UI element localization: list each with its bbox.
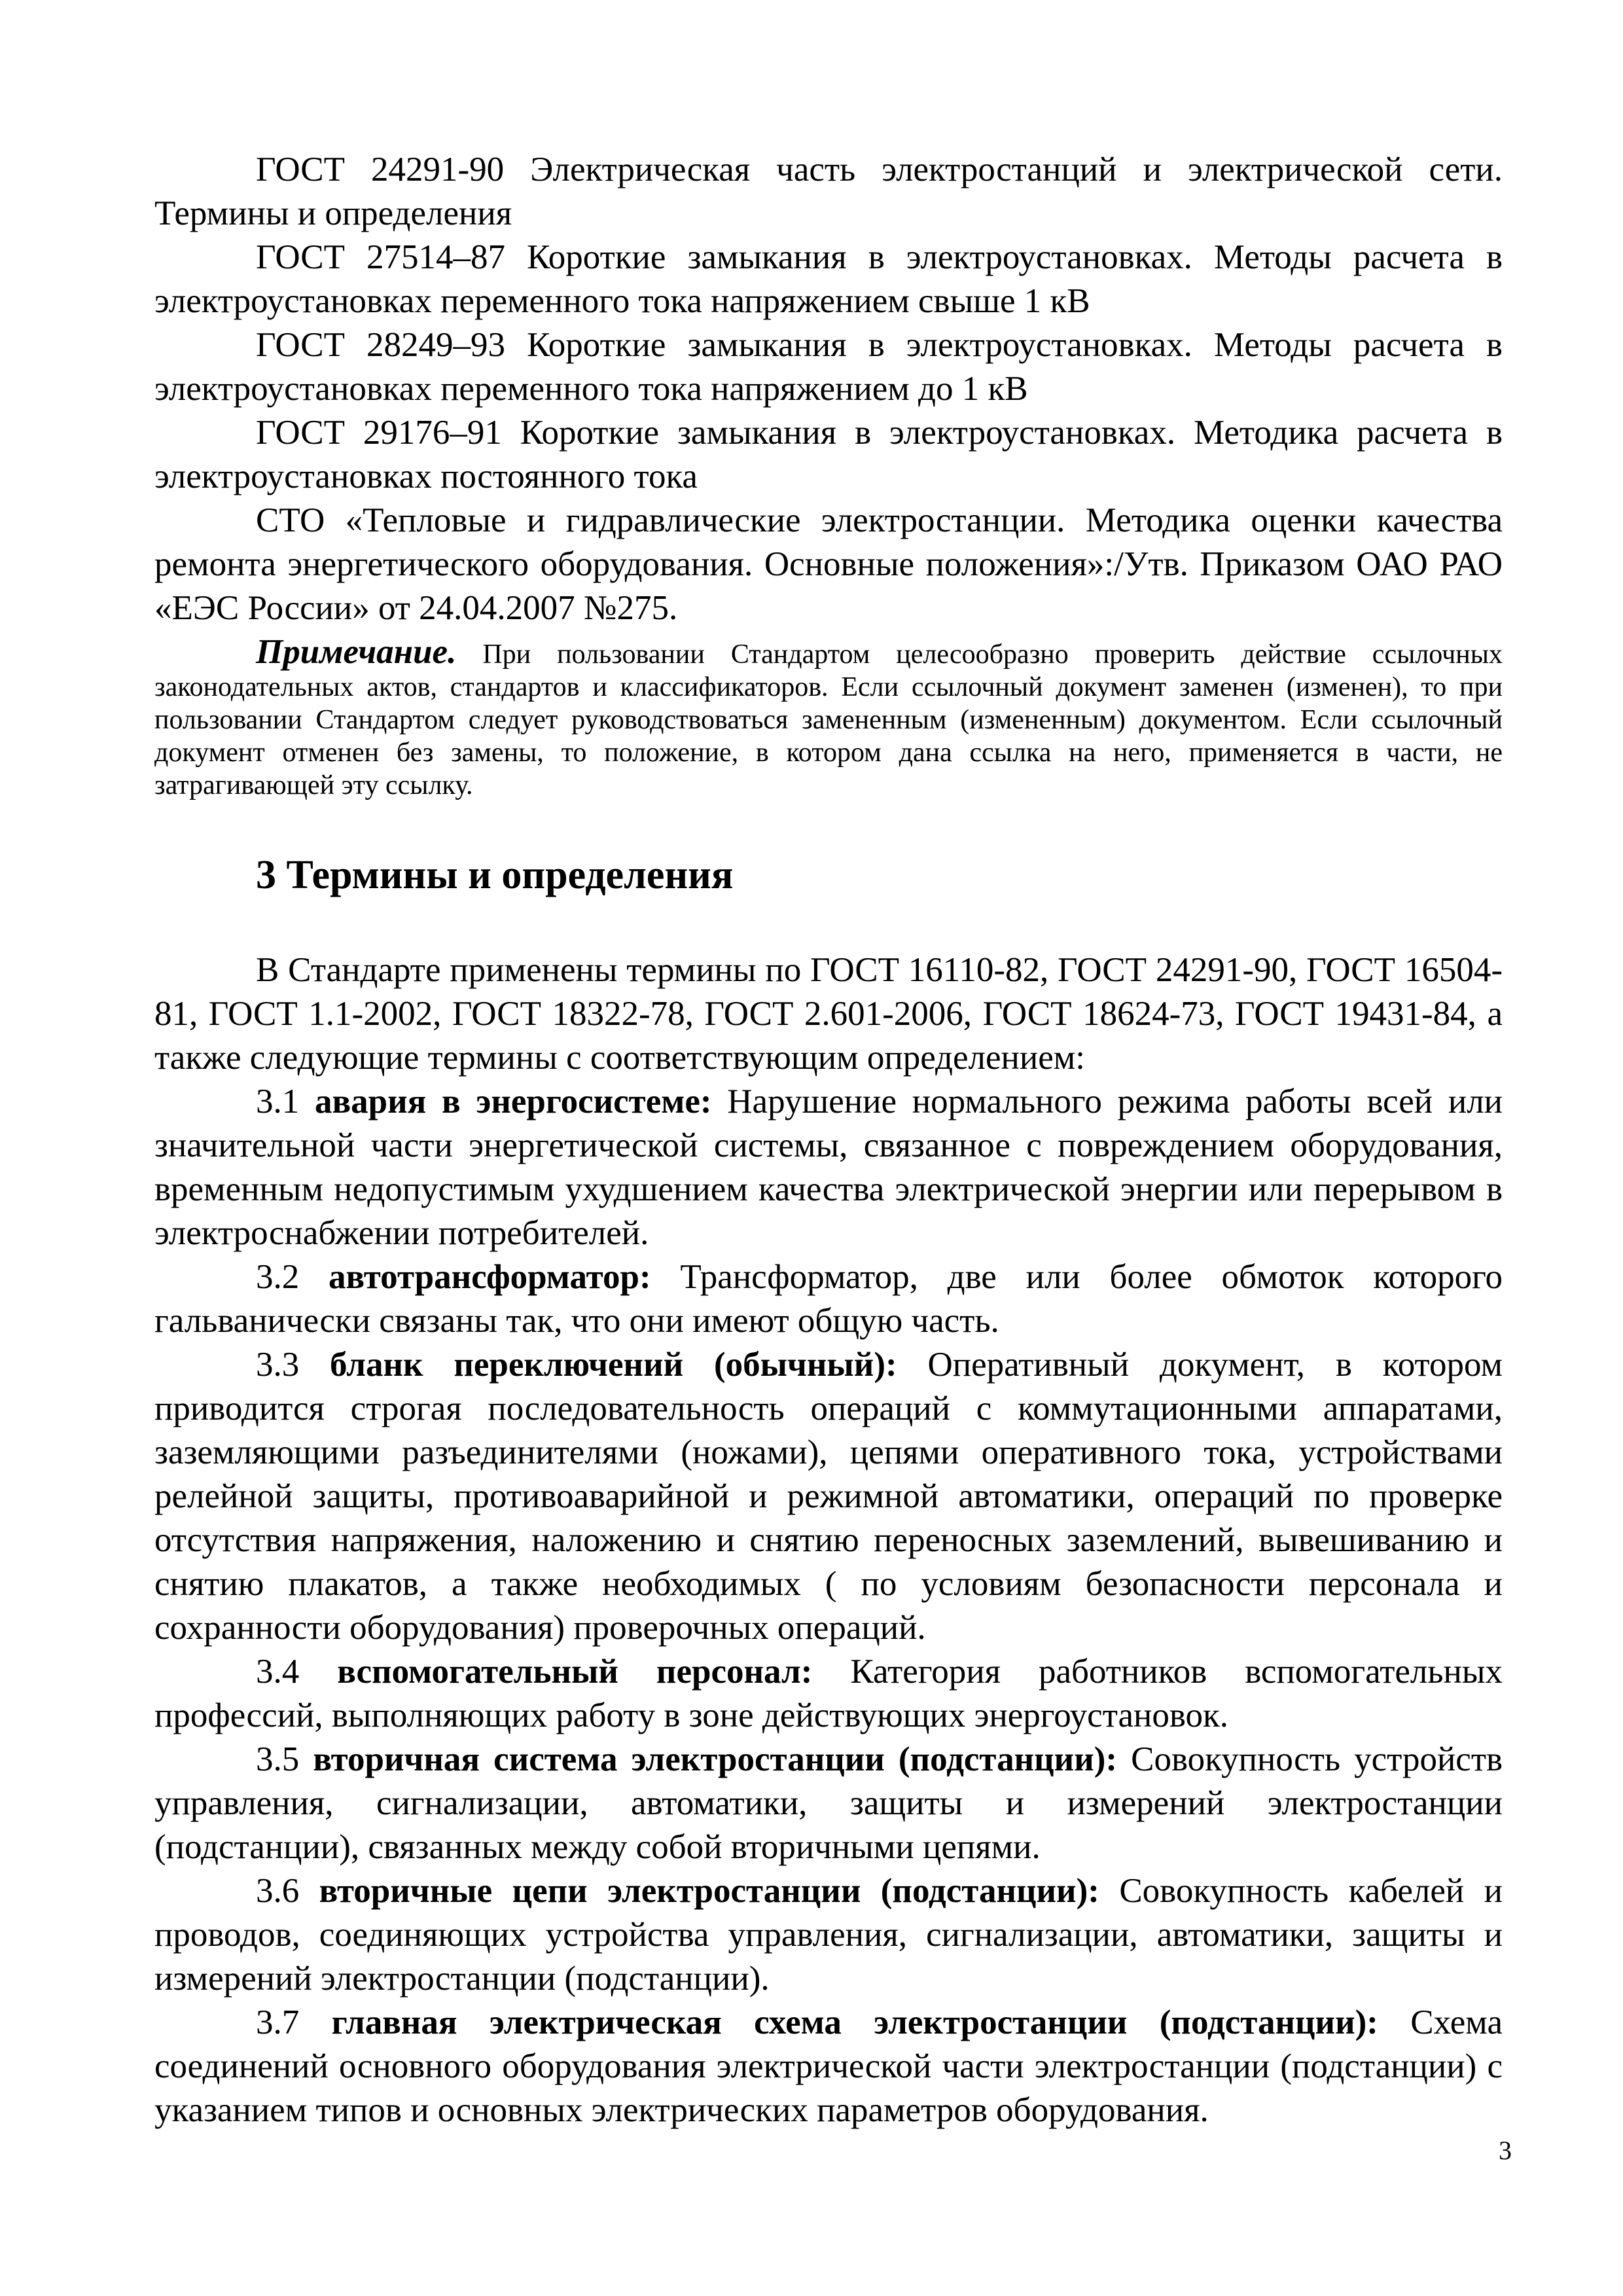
term-definition: Категория работников вспомогательных профессий, выполняющих работу в зоне действующих энергоустановок. <box>154 1653 1503 1734</box>
term-number: 3.7 <box>256 2003 300 2041</box>
term-3-2 <box>154 1255 1503 1343</box>
term-title: вспомогательный персонал: <box>337 1653 813 1691</box>
note-text: При пользовании Стандартом целесообразно проверить действие ссылочных законодательных актов, стандартов и классификаторов. Если ссылочный документ заменен (изменен), то при пользовании Стандартом следует руководствоваться замененным (измененным) документом. Если ссылочный документ отменен без замены, то положение, в котором дана ссылка на него, применяется в части, не затрагивающей эту ссылку. <box>154 639 1503 800</box>
term-definition: Схема соединений основного оборудования электрической части электростанции (подстанции) с указанием типов и основных электрических параметров оборудования. <box>154 2003 1503 2129</box>
term-title: главная электрическая схема электростанции (подстанции): <box>331 2003 1378 2041</box>
term-3-4 <box>154 1650 1503 1738</box>
term-number: 3.1 <box>256 1083 300 1121</box>
reference-gost-27514: ГОСТ 27514–87 Короткие замыкания в электроустановках. Методы расчета в электроустановках переменного тока напряжением свыше 1 кВ <box>154 238 1503 320</box>
term-number: 3.5 <box>256 1740 300 1778</box>
term-3-1 <box>154 1080 1503 1255</box>
reference-gost-24291: ГОСТ 24291-90 Электрическая часть электростанций и электрической сети. Термины и определения <box>154 151 1503 232</box>
term-number: 3.2 <box>256 1258 300 1296</box>
term-title: авария в энергосистеме: <box>315 1083 712 1121</box>
reference-gost-29176: ГОСТ 29176–91 Короткие замыкания в электроустановках. Методика расчета в электроустановках постоянного тока <box>154 414 1503 495</box>
term-3-7 <box>154 2001 1503 2132</box>
section-intro: В Стандарте применены термины по ГОСТ 16110-82, ГОСТ 24291-90, ГОСТ 16504-81, ГОСТ 1.1-2002, ГОСТ 18322-78, ГОСТ 2.601-2006, ГОСТ 18624-73, ГОСТ 19431-84, а также следующие термины с соответствующим определением: <box>154 951 1503 1077</box>
term-title: бланк переключений (обычный): <box>330 1346 897 1384</box>
page-number: 3 <box>1499 2136 1512 2165</box>
section-heading: 3 Термины и определения <box>256 853 734 897</box>
note-paragraph <box>154 633 1503 802</box>
term-number: 3.4 <box>256 1653 300 1691</box>
term-definition: Трансформатор, две или более обмоток которого гальванически связаны так, что они имеют общую часть. <box>154 1258 1503 1340</box>
term-3-5 <box>154 1738 1503 1869</box>
term-definition: Совокупность устройств управления, сигнализации, автоматики, защиты и измерений электростанции (подстанции), связанных между собой вторичными цепями. <box>154 1740 1503 1866</box>
term-definition: Оперативный документ, в котором приводится строгая последовательность операций с коммутационными аппаратами, заземляющими разъединителями (ножами), цепями оперативного тока, устройствами релейной защиты, противоаварийной и режимной автоматики, операций по проверке отсутствия напряжения, наложению и снятию переносных заземлений, вывешиванию и снятию плакатов, а также необходимых ( по условиям безопасности персонала и сохранности оборудования) проверочных операций. <box>154 1346 1503 1647</box>
term-3-6 <box>154 1869 1503 2001</box>
note-label: Примечание. <box>256 633 457 671</box>
term-title: вторичные цепи электростанции (подстанции): <box>319 1872 1099 1910</box>
term-definition: Совокупность кабелей и проводов, соединяющих устройства управления, сигнализации, автоматики, защиты и измерений электростанции (подстанции). <box>154 1872 1503 1998</box>
term-title: вторичная система электростанции (подстанции): <box>313 1740 1118 1778</box>
reference-gost-28249: ГОСТ 28249–93 Короткие замыкания в электроустановках. Методы расчета в электроустановках переменного тока напряжением до 1 кВ <box>154 326 1503 408</box>
document-page <box>154 148 1503 2132</box>
term-definition: Нарушение нормального режима работы всей или значительной части энергетической системы, связанное с повреждением оборудования, временным недопустимым ухудшением качества электрической энергии или перерывом в электроснабжении потребителей. <box>154 1083 1503 1252</box>
term-title: автотрансформатор: <box>329 1258 651 1296</box>
term-number: 3.6 <box>256 1872 300 1910</box>
reference-sto: СТО «Тепловые и гидравлические электростанции. Методика оценки качества ремонта энергетического оборудования. Основные положения»:/Утв. Приказом ОАО РАО «ЕЭС России» от 24.04.2007 №275. <box>154 501 1503 627</box>
term-number: 3.3 <box>256 1346 300 1384</box>
term-3-3 <box>154 1343 1503 1650</box>
